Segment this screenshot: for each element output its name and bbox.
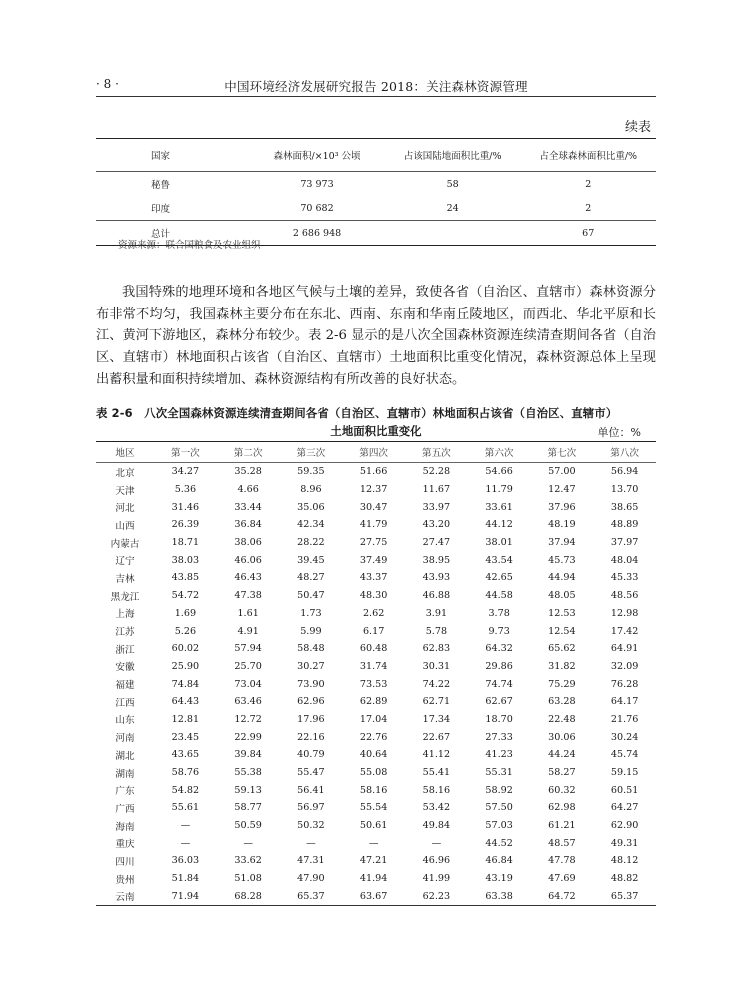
value-cell: 39.45: [297, 554, 325, 566]
value-cell: 5.99: [300, 625, 322, 637]
table-row: [96, 587, 656, 605]
value-cell: —: [243, 837, 253, 849]
column-header: 森林面积/×10³ 公顷: [249, 139, 385, 172]
value-cell: 25.90: [171, 660, 200, 672]
table-row: [96, 799, 656, 817]
value-cell: 58.76: [171, 767, 200, 779]
value-cell: 55.08: [359, 767, 388, 779]
value-cell: 46.06: [234, 554, 262, 566]
value-cell: 62.90: [610, 820, 639, 832]
value-cell: 60.32: [548, 784, 576, 796]
value-cell: 30.24: [610, 731, 639, 743]
value-cell: 48.05: [548, 590, 576, 602]
value-cell: 63.67: [342, 888, 405, 906]
region-cell: 安徽: [115, 662, 135, 674]
value-cell: 12.98: [610, 607, 639, 619]
value-cell: 48.19: [548, 519, 576, 531]
value-cell: 5.26: [174, 625, 197, 637]
region-cell: 海南: [115, 821, 135, 833]
value-cell: 49.84: [422, 820, 451, 832]
value-cell: 65.37: [280, 888, 343, 906]
value-cell: 62.23: [405, 888, 468, 906]
value-cell: 31.74: [359, 660, 388, 672]
value-cell: 58.16: [422, 784, 451, 796]
value-cell: 58.92: [485, 784, 513, 796]
value-cell: 18.70: [485, 713, 513, 725]
value-cell: 38.65: [610, 501, 639, 513]
value-cell: 57.50: [485, 802, 513, 814]
value-cell: 27.75: [359, 537, 388, 549]
value-cell: 47.21: [359, 855, 388, 867]
value-cell: 21.76: [610, 713, 639, 725]
region-cell: 辽宁: [115, 556, 135, 568]
value-cell: 48.82: [610, 873, 639, 885]
value-cell: 55.31: [485, 767, 513, 779]
value-cell: 43.65: [171, 749, 200, 761]
table-row: [96, 551, 656, 569]
table-cell: 24: [446, 202, 459, 214]
value-cell: 43.37: [359, 572, 388, 584]
value-cell: 48.04: [610, 554, 639, 566]
value-cell: 43.85: [171, 572, 200, 584]
value-cell: 58.77: [234, 802, 262, 814]
value-cell: 48.57: [548, 837, 576, 849]
region-cell: 山西: [115, 520, 135, 532]
value-cell: 5.78: [425, 625, 448, 637]
value-cell: 30.06: [548, 731, 576, 743]
value-cell: 54.66: [485, 466, 513, 478]
region-cell: 天津: [115, 485, 135, 497]
column-header: 地区: [96, 442, 154, 463]
region-cell: 内蒙古: [110, 538, 140, 550]
region-cell: 云南: [96, 888, 154, 906]
table-cell: 67: [520, 221, 656, 246]
table-row: [96, 463, 656, 481]
value-cell: 63.28: [548, 696, 576, 708]
table-row: [96, 640, 656, 658]
value-cell: 12.54: [548, 625, 576, 637]
value-cell: 2.62: [362, 607, 385, 619]
province-forest-ratio-table: [96, 441, 656, 906]
value-cell: 46.43: [234, 572, 262, 584]
value-cell: 64.91: [610, 643, 639, 655]
value-cell: 51.08: [234, 873, 262, 885]
value-cell: 55.38: [234, 767, 262, 779]
table-caption-line2: 土地面积比重变化: [330, 424, 422, 438]
value-cell: 68.28: [217, 888, 280, 906]
value-cell: 60.02: [171, 643, 200, 655]
value-cell: 64.17: [610, 696, 639, 708]
value-cell: 73.53: [359, 678, 388, 690]
region-cell: 上海: [115, 609, 135, 621]
value-cell: 42.65: [485, 572, 513, 584]
value-cell: 54.72: [171, 590, 200, 602]
value-cell: 50.61: [359, 820, 388, 832]
value-cell: 55.41: [422, 767, 451, 779]
value-cell: 52.28: [422, 466, 451, 478]
value-cell: 31.46: [171, 501, 200, 513]
value-cell: 59.13: [234, 784, 262, 796]
table-cell: 70 682: [300, 202, 334, 214]
value-cell: 62.83: [422, 643, 451, 655]
value-cell: 17.96: [297, 713, 325, 725]
table-row: [96, 622, 656, 640]
value-cell: 33.62: [234, 855, 262, 867]
table-row: [96, 711, 656, 729]
value-cell: 41.99: [422, 873, 451, 885]
value-cell: 51.84: [171, 873, 200, 885]
table-header-row: [96, 442, 656, 463]
country-forest-table: [96, 138, 656, 246]
value-cell: 36.03: [171, 855, 200, 867]
value-cell: 38.03: [171, 554, 200, 566]
value-cell: 59.35: [297, 466, 325, 478]
table-row: [96, 728, 656, 746]
value-cell: 56.94: [610, 466, 639, 478]
value-cell: 60.51: [610, 784, 639, 796]
value-cell: 37.97: [610, 537, 639, 549]
value-cell: 44.94: [548, 572, 576, 584]
value-cell: 37.96: [548, 501, 576, 513]
value-cell: 37.94: [548, 537, 576, 549]
value-cell: 43.19: [485, 873, 513, 885]
value-cell: 65.62: [548, 643, 576, 655]
value-cell: 56.97: [297, 802, 325, 814]
value-cell: 30.27: [297, 660, 325, 672]
value-cell: 22.48: [548, 713, 576, 725]
value-cell: 34.27: [171, 466, 200, 478]
page-header: [96, 74, 656, 97]
value-cell: 43.54: [485, 554, 513, 566]
value-cell: 30.31: [422, 660, 451, 672]
value-cell: —: [431, 837, 442, 849]
value-cell: 71.94: [154, 888, 217, 906]
value-cell: —: [306, 837, 316, 849]
value-cell: 48.27: [297, 572, 325, 584]
value-cell: 73.90: [297, 678, 325, 690]
value-cell: 62.89: [359, 696, 388, 708]
value-cell: 48.89: [610, 519, 639, 531]
value-cell: 51.66: [359, 466, 388, 478]
table-row: [96, 172, 656, 197]
value-cell: 12.72: [234, 713, 262, 725]
column-header: 第八次: [593, 442, 656, 463]
column-header: 占全球森林面积比重/%: [520, 139, 656, 172]
continued-label: 续表: [624, 120, 651, 135]
value-cell: 50.47: [297, 590, 325, 602]
table-cell: [385, 221, 521, 246]
table-header-row: [96, 139, 656, 172]
value-cell: 11.67: [422, 484, 451, 496]
value-cell: 62.67: [485, 696, 513, 708]
value-cell: 50.32: [297, 820, 325, 832]
value-cell: 46.88: [422, 590, 451, 602]
region-cell: 黑龙江: [110, 591, 140, 603]
table-cell: 2 686 948: [249, 221, 385, 246]
table-row: [96, 870, 656, 888]
column-header: 国家: [96, 139, 249, 172]
region-cell: 福建: [115, 680, 135, 692]
table-row: [96, 481, 656, 499]
value-cell: 41.12: [422, 749, 451, 761]
table-cell: 58: [446, 178, 459, 190]
value-cell: 42.34: [297, 519, 325, 531]
value-cell: 44.12: [485, 519, 513, 531]
value-cell: 48.30: [359, 590, 388, 602]
value-cell: 33.61: [485, 501, 513, 513]
value-cell: 64.32: [485, 643, 513, 655]
value-cell: —: [180, 837, 191, 849]
value-cell: 41.23: [485, 749, 513, 761]
value-cell: 11.79: [485, 484, 513, 496]
body-paragraph: 我国特殊的地理环境和各地区气候与土壤的差异，致使各省（自治区、直辖市）森林资源分布非常不均匀，我国森林主要分布在东北、西南、东南和华南丘陵地区，而西北、华北平原和长江、黄河下游地区，森林分布较少。表 2-6 显示的是八次全国森林资源连续清查期间各省（自治区、直辖市）林地面积占该省（自治区、直辖市）土地面积比重变化情况，森林资源总体上呈现出蓄积量和面积持续增加、森林资源结构有所改善的良好状态。: [96, 285, 656, 387]
value-cell: 3.78: [488, 607, 510, 619]
table-row: [96, 675, 656, 693]
table-caption: 表 2-6 八次全国森林资源连续清查期间各省（自治区、直辖市）林地面积占该省（自治区、直辖市）: [96, 406, 618, 420]
value-cell: 38.95: [422, 554, 451, 566]
value-cell: 23.45: [171, 731, 200, 743]
column-header: 第七次: [531, 442, 594, 463]
column-header: 第二次: [217, 442, 280, 463]
value-cell: 44.52: [485, 837, 513, 849]
value-cell: 57.03: [485, 820, 513, 832]
value-cell: 73.04: [234, 678, 262, 690]
table-cell: 总计: [96, 221, 249, 246]
value-cell: 62.98: [548, 802, 576, 814]
value-cell: 50.59: [234, 820, 262, 832]
value-cell: 75.29: [548, 678, 576, 690]
region-cell: 江西: [115, 697, 135, 709]
value-cell: 45.33: [610, 572, 639, 584]
value-cell: 64.72: [531, 888, 594, 906]
column-header: 占该国陆地面积比重/%: [385, 139, 521, 172]
value-cell: 22.16: [297, 731, 325, 743]
value-cell: 35.06: [297, 501, 325, 513]
value-cell: 47.90: [297, 873, 325, 885]
region-cell: 河北: [115, 503, 135, 515]
value-cell: 22.67: [422, 731, 451, 743]
value-cell: 39.84: [234, 749, 262, 761]
value-cell: 9.73: [488, 625, 510, 637]
value-cell: 12.47: [548, 484, 576, 496]
value-cell: 55.54: [359, 802, 388, 814]
region-cell: 河南: [115, 733, 135, 745]
table-row: [96, 852, 656, 870]
region-cell: 湖南: [115, 768, 135, 780]
value-cell: 47.69: [548, 873, 576, 885]
value-cell: 25.70: [234, 660, 262, 672]
value-cell: 22.76: [359, 731, 388, 743]
value-cell: 60.48: [359, 643, 388, 655]
running-title: 中国环境经济发展研究报告 2018：关注森林资源管理: [224, 79, 528, 94]
value-cell: 18.71: [171, 537, 200, 549]
value-cell: 46.96: [422, 855, 451, 867]
value-cell: 4.66: [237, 484, 259, 496]
value-cell: 3.91: [425, 607, 448, 619]
value-cell: 26.39: [171, 519, 200, 531]
value-cell: 12.37: [359, 484, 388, 496]
value-cell: 63.46: [234, 696, 262, 708]
table-row: [96, 817, 656, 835]
value-cell: 65.37: [593, 888, 656, 906]
value-cell: 53.42: [422, 802, 451, 814]
value-cell: 49.31: [610, 837, 639, 849]
value-cell: 40.79: [297, 749, 325, 761]
value-cell: 55.47: [297, 767, 325, 779]
column-header: 第六次: [468, 442, 531, 463]
value-cell: 1.73: [300, 607, 322, 619]
table-row: [96, 888, 656, 906]
table-row: [96, 746, 656, 764]
table-row: [96, 569, 656, 587]
value-cell: 37.49: [359, 554, 388, 566]
value-cell: 5.36: [174, 484, 197, 496]
column-header: 第四次: [342, 442, 405, 463]
page-number: · 8 ·: [96, 77, 119, 91]
value-cell: 22.99: [234, 731, 262, 743]
value-cell: —: [368, 837, 379, 849]
value-cell: 33.44: [234, 501, 262, 513]
value-cell: 54.82: [171, 784, 200, 796]
table-source-note: 资源来源：联合国粮食及农业组织: [118, 240, 261, 251]
value-cell: 33.97: [422, 501, 451, 513]
value-cell: 57.94: [234, 643, 262, 655]
value-cell: 17.34: [422, 713, 451, 725]
value-cell: 47.31: [297, 855, 325, 867]
value-cell: 43.20: [422, 519, 451, 531]
region-cell: 四川: [115, 856, 135, 868]
value-cell: 62.96: [297, 696, 325, 708]
region-cell: 广东: [115, 786, 135, 798]
value-cell: —: [180, 820, 191, 832]
region-cell: 江苏: [115, 627, 135, 639]
value-cell: 1.61: [237, 607, 259, 619]
table-cell: 73 973: [300, 178, 334, 190]
value-cell: 6.17: [362, 625, 385, 637]
value-cell: 13.70: [610, 484, 639, 496]
value-cell: 1.69: [174, 607, 197, 619]
value-cell: 35.28: [234, 466, 262, 478]
value-cell: 43.93: [422, 572, 451, 584]
value-cell: 58.16: [359, 784, 388, 796]
value-cell: 56.41: [297, 784, 325, 796]
value-cell: 59.15: [610, 767, 639, 779]
value-cell: 44.58: [485, 590, 513, 602]
table-row: [96, 605, 656, 623]
value-cell: 48.12: [610, 855, 639, 867]
value-cell: 44.24: [548, 749, 576, 761]
value-cell: 30.47: [359, 501, 388, 513]
column-header: 第三次: [280, 442, 343, 463]
value-cell: 64.27: [610, 802, 639, 814]
value-cell: 74.22: [422, 678, 451, 690]
region-cell: 北京: [115, 467, 135, 479]
value-cell: 55.61: [171, 802, 200, 814]
value-cell: 45.73: [548, 554, 576, 566]
region-cell: 湖北: [115, 750, 135, 762]
table-cell: 2: [585, 202, 592, 214]
table-cell: 印度: [151, 204, 171, 215]
value-cell: 27.33: [485, 731, 513, 743]
value-cell: 40.64: [359, 749, 388, 761]
value-cell: 74.74: [485, 678, 513, 690]
column-header: 第五次: [405, 442, 468, 463]
region-cell: 吉林: [115, 573, 135, 585]
value-cell: 63.38: [468, 888, 531, 906]
value-cell: 4.91: [237, 625, 259, 637]
column-header: 第一次: [154, 442, 217, 463]
value-cell: 31.82: [548, 660, 576, 672]
value-cell: 8.96: [300, 484, 322, 496]
table-row: [96, 781, 656, 799]
value-cell: 76.28: [610, 678, 639, 690]
value-cell: 58.27: [548, 767, 576, 779]
value-cell: 61.21: [548, 820, 576, 832]
table-row: [96, 658, 656, 676]
value-cell: 41.94: [359, 873, 388, 885]
value-cell: 47.38: [234, 590, 262, 602]
table-row: [96, 534, 656, 552]
table-row: [96, 498, 656, 516]
value-cell: 64.43: [171, 696, 200, 708]
value-cell: 36.84: [234, 519, 262, 531]
table-row: [96, 516, 656, 534]
value-cell: 58.48: [297, 643, 325, 655]
value-cell: 29.86: [485, 660, 513, 672]
value-cell: 17.42: [610, 625, 639, 637]
value-cell: 28.22: [297, 537, 325, 549]
table-row: [96, 764, 656, 782]
region-cell: 重庆: [115, 839, 135, 851]
table-row: [96, 693, 656, 711]
value-cell: 12.53: [548, 607, 576, 619]
region-cell: 贵州: [115, 874, 135, 886]
table-cell: 2: [585, 178, 592, 190]
value-cell: 62.71: [422, 696, 451, 708]
value-cell: 17.04: [359, 713, 388, 725]
table-cell: 秘鲁: [151, 180, 171, 191]
value-cell: 38.06: [234, 537, 262, 549]
table-unit: 单位：%: [597, 426, 641, 439]
value-cell: 47.78: [548, 855, 576, 867]
table-row: [96, 834, 656, 852]
value-cell: 48.56: [610, 590, 639, 602]
region-cell: 山东: [115, 715, 135, 727]
value-cell: 57.00: [548, 466, 576, 478]
value-cell: 38.01: [485, 537, 513, 549]
value-cell: 74.84: [171, 678, 200, 690]
value-cell: 27.47: [422, 537, 451, 549]
value-cell: 32.09: [610, 660, 639, 672]
value-cell: 45.74: [610, 749, 639, 761]
region-cell: 浙江: [115, 644, 135, 656]
value-cell: 41.79: [359, 519, 388, 531]
table-row: [96, 196, 656, 221]
value-cell: 46.84: [485, 855, 513, 867]
region-cell: 广西: [115, 803, 135, 815]
value-cell: 12.81: [171, 713, 200, 725]
